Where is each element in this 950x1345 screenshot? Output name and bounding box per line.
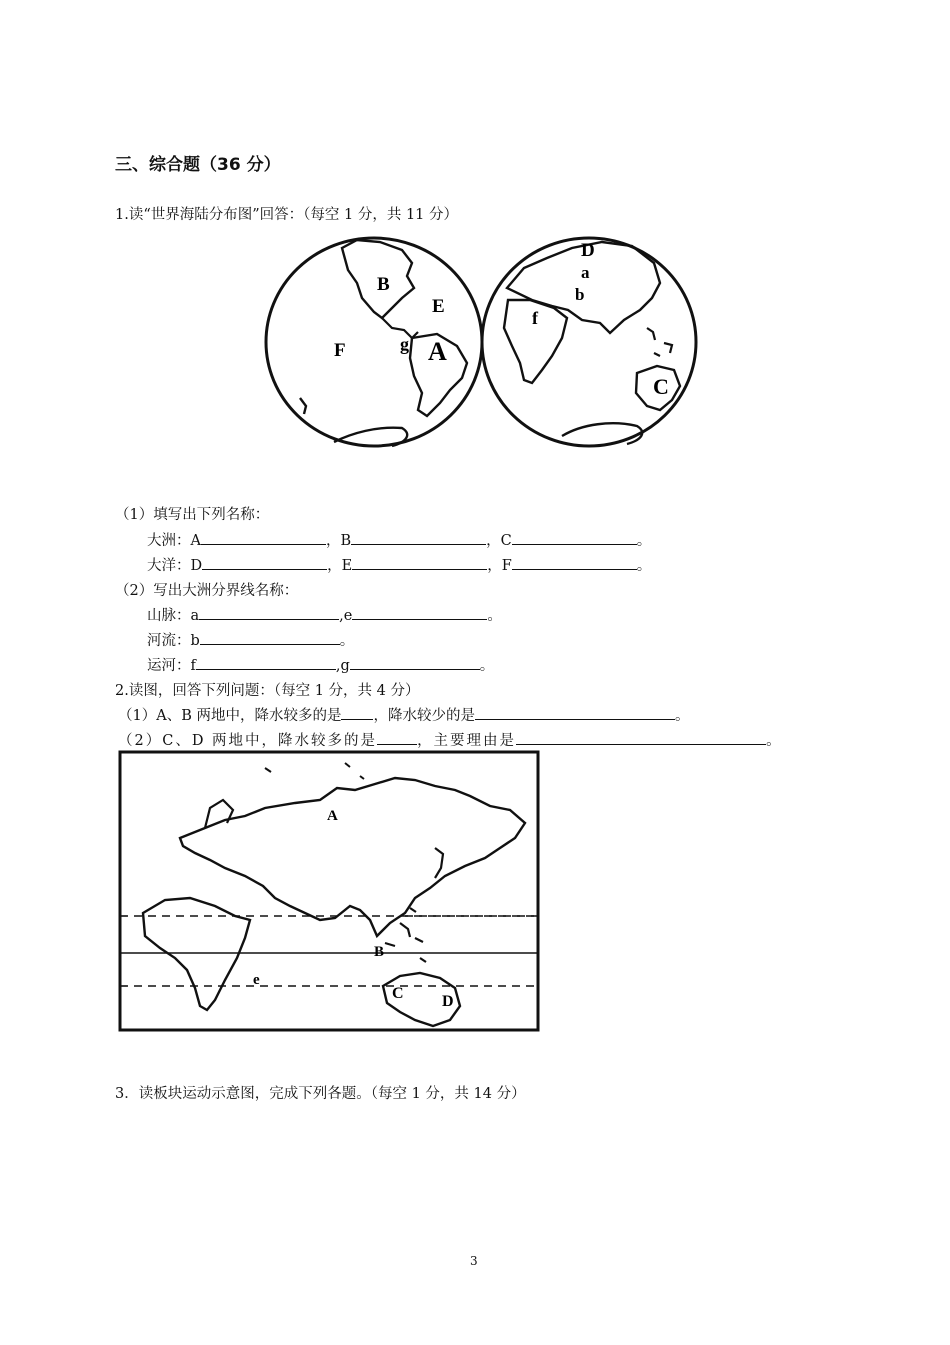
q2-part1-text-b: ，降水较少的是 — [373, 708, 475, 724]
question-3-stem: 3．读板块运动示意图，完成下列各题。（每空 1 分，共 14 分） — [115, 1086, 526, 1102]
period: 。 — [636, 558, 652, 574]
comma: , — [339, 608, 344, 624]
map2-label-C: C — [392, 985, 404, 1002]
letter-F: F — [501, 558, 512, 574]
blank-river-b[interactable] — [200, 630, 340, 645]
canals-row — [147, 654, 494, 675]
letter-E: E — [341, 558, 353, 574]
blank-more-rain-CD[interactable] — [377, 730, 417, 745]
letter-C: C — [500, 533, 512, 549]
comma: , — [335, 658, 341, 674]
map1-label-D: D — [581, 240, 595, 261]
period: 。 — [674, 708, 690, 724]
q2-part2-text-b: ，主要理由是 — [417, 733, 517, 749]
mountain-prefix: 山脉： — [147, 608, 191, 624]
period: 。 — [479, 658, 495, 674]
comma: ， — [327, 558, 342, 574]
map1-label-B: B — [377, 274, 390, 295]
blank-continent-C[interactable] — [512, 530, 637, 545]
map1-label-b: b — [575, 285, 585, 304]
canal-prefix: 运河： — [147, 658, 191, 674]
q1-part1-label: （1）填写出下列名称： — [115, 507, 270, 523]
q1-part2-label: （2）写出大洲分界线名称： — [115, 583, 299, 599]
letter-a: a — [190, 608, 200, 624]
blank-more-rain-AB[interactable] — [341, 705, 373, 720]
continents-row — [147, 529, 651, 550]
blank-ocean-E[interactable] — [352, 555, 487, 570]
blank-reason[interactable] — [516, 730, 766, 745]
period: 。 — [339, 633, 355, 649]
blank-continent-A[interactable] — [201, 530, 326, 545]
blank-mountain-e[interactable] — [352, 605, 487, 620]
letter-g: g — [340, 658, 350, 674]
section-title: 三、综合题（36 分） — [115, 155, 281, 175]
oceans-row — [147, 554, 651, 575]
map2-label-e: e — [253, 972, 260, 988]
river-prefix: 河流： — [147, 633, 191, 649]
map1-label-F: F — [334, 340, 346, 361]
continent-prefix: 大洲： — [147, 533, 191, 549]
letter-A: A — [190, 533, 201, 549]
letter-e: e — [343, 608, 353, 624]
q2-part2-text-a: （2）C、D 两地中，降水较多的是 — [118, 733, 378, 749]
map2-label-B: B — [374, 944, 385, 960]
map2-label-D: D — [442, 993, 454, 1010]
eurasia-africa-oceania-map — [115, 748, 545, 1036]
page-number: 3 — [470, 1254, 478, 1268]
question-2-stem: 2.读图，回答下列问题：（每空 1 分，共 4 分） — [115, 683, 420, 699]
blank-less-rain-AB[interactable] — [475, 705, 675, 720]
world-hemispheres-map — [262, 228, 712, 473]
ocean-prefix: 大洋： — [147, 558, 191, 574]
period: 。 — [487, 608, 502, 624]
period: 。 — [636, 533, 652, 549]
comma: ， — [487, 558, 502, 574]
map1-label-f: f — [532, 308, 538, 328]
blank-canal-f[interactable] — [196, 655, 336, 670]
comma: ， — [325, 533, 341, 549]
river-row — [147, 629, 354, 650]
q2-part2 — [118, 729, 783, 750]
question-1-stem: 1.读“世界海陆分布图”回答：（每空 1 分，共 11 分） — [115, 207, 459, 223]
map1-label-A: A — [428, 337, 447, 366]
period: 。 — [766, 733, 783, 749]
letter-B: B — [340, 533, 352, 549]
blank-canal-g[interactable] — [350, 655, 480, 670]
comma: ， — [486, 533, 501, 549]
letter-f: f — [190, 658, 196, 674]
mountains-row — [147, 604, 502, 625]
map1-label-C: C — [653, 374, 669, 399]
q2-part1 — [118, 704, 689, 725]
letter-b: b — [190, 633, 200, 649]
blank-ocean-D[interactable] — [202, 555, 327, 570]
q2-part1-text-a: （1）A、B 两地中，降水较多的是 — [118, 708, 342, 724]
map1-label-a: a — [581, 263, 590, 282]
letter-D: D — [190, 558, 203, 574]
blank-ocean-F[interactable] — [512, 555, 637, 570]
map1-label-E: E — [432, 296, 445, 317]
map1-label-g: g — [400, 334, 409, 354]
blank-continent-B[interactable] — [351, 530, 486, 545]
blank-mountain-a[interactable] — [199, 605, 339, 620]
map2-label-A: A — [327, 808, 338, 824]
